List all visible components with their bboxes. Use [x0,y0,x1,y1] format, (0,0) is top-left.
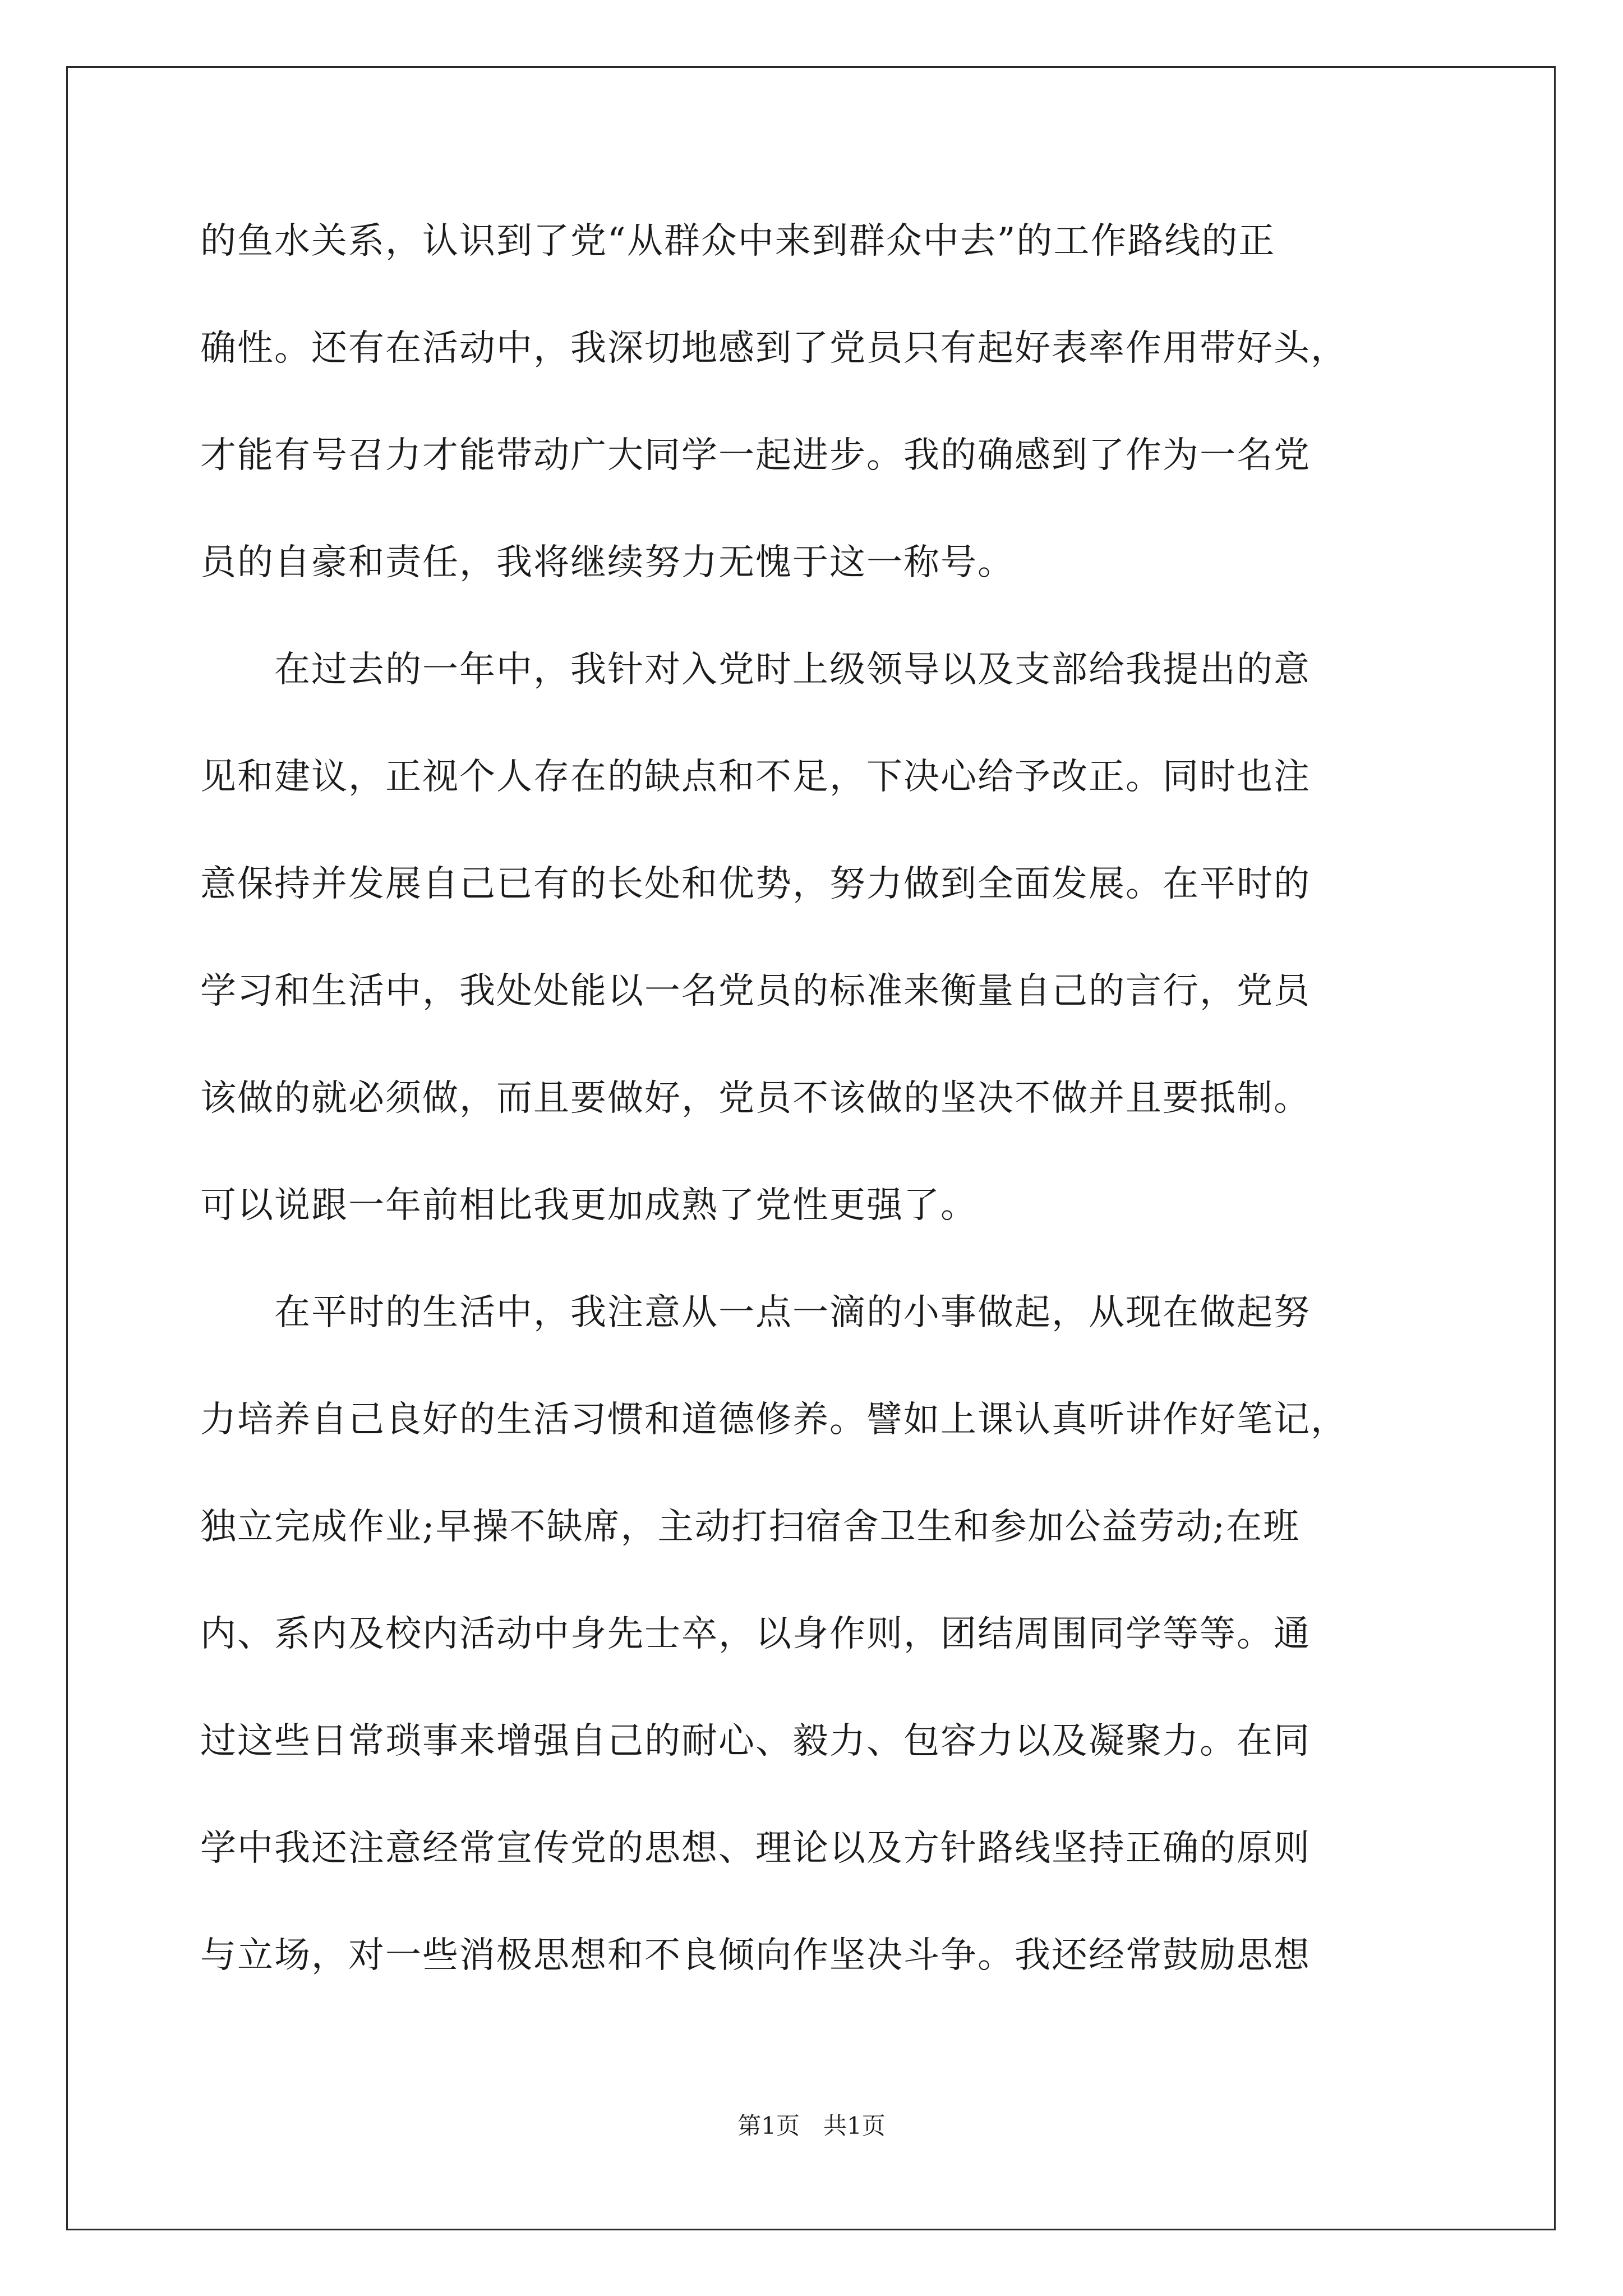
text-line: 才能有号召力才能带动广大同学一起进步。我的确感到了作为一名党 [200,435,1311,476]
text-line: 在平时的生活中，我注意从一点一滴的小事做起，从现在做起努 [200,1292,1311,1333]
text-line: 见和建议，正视个人存在的缺点和不足，下决心给予改正。同时也注 [200,756,1311,798]
text-line: 力培养自己良好的生活习惯和道德修养。譬如上课认真听讲作好笔记， [200,1399,1348,1441]
text-line: 意保持并发展自己已有的长处和优势，努力做到全面发展。在平时的 [200,863,1311,905]
text-line: 独立完成作业;早操不缺席，主动打扫宿舍卫生和参加公益劳动;在班 [200,1506,1301,1548]
text-line: 过这些日常琐事来增强自己的耐心、毅力、包容力以及凝聚力。在同 [200,1720,1311,1762]
text-line: 学习和生活中，我处处能以一名党员的标准来衡量自己的言行，党员 [200,970,1311,1012]
document-body [200,213,1428,2035]
text-line: 在过去的一年中，我针对入党时上级领导以及支部给我提出的意 [200,649,1311,691]
text-line: 学中我还注意经常宣传党的思想、理论以及方针路线坚持正确的原则 [200,1828,1311,1869]
text-line: 确性。还有在活动中，我深切地感到了党员只有起好表率作用带好头， [200,328,1348,369]
text-line: 的鱼水关系，认识到了党“从群众中来到群众中去”的工作路线的正 [200,220,1276,262]
text-line: 内、系内及校内活动中身先士卒，以身作则，团结周围同学等等。通 [200,1613,1311,1655]
text-line: 员的自豪和责任，我将继续努力无愧于这一称号。 [200,542,1015,583]
text-line: 可以说跟一年前相比我更加成熟了党性更强了。 [200,1185,978,1226]
text-line: 与立场，对一些消极思想和不良倾向作坚决斗争。我还经常鼓励思想 [200,1935,1311,1976]
page-footer [0,2109,1623,2143]
text-line: 该做的就必须做，而且要做好，党员不该做的坚决不做并且要抵制。 [200,1078,1311,1119]
page-number: 第1页 共1页 [737,2112,886,2139]
